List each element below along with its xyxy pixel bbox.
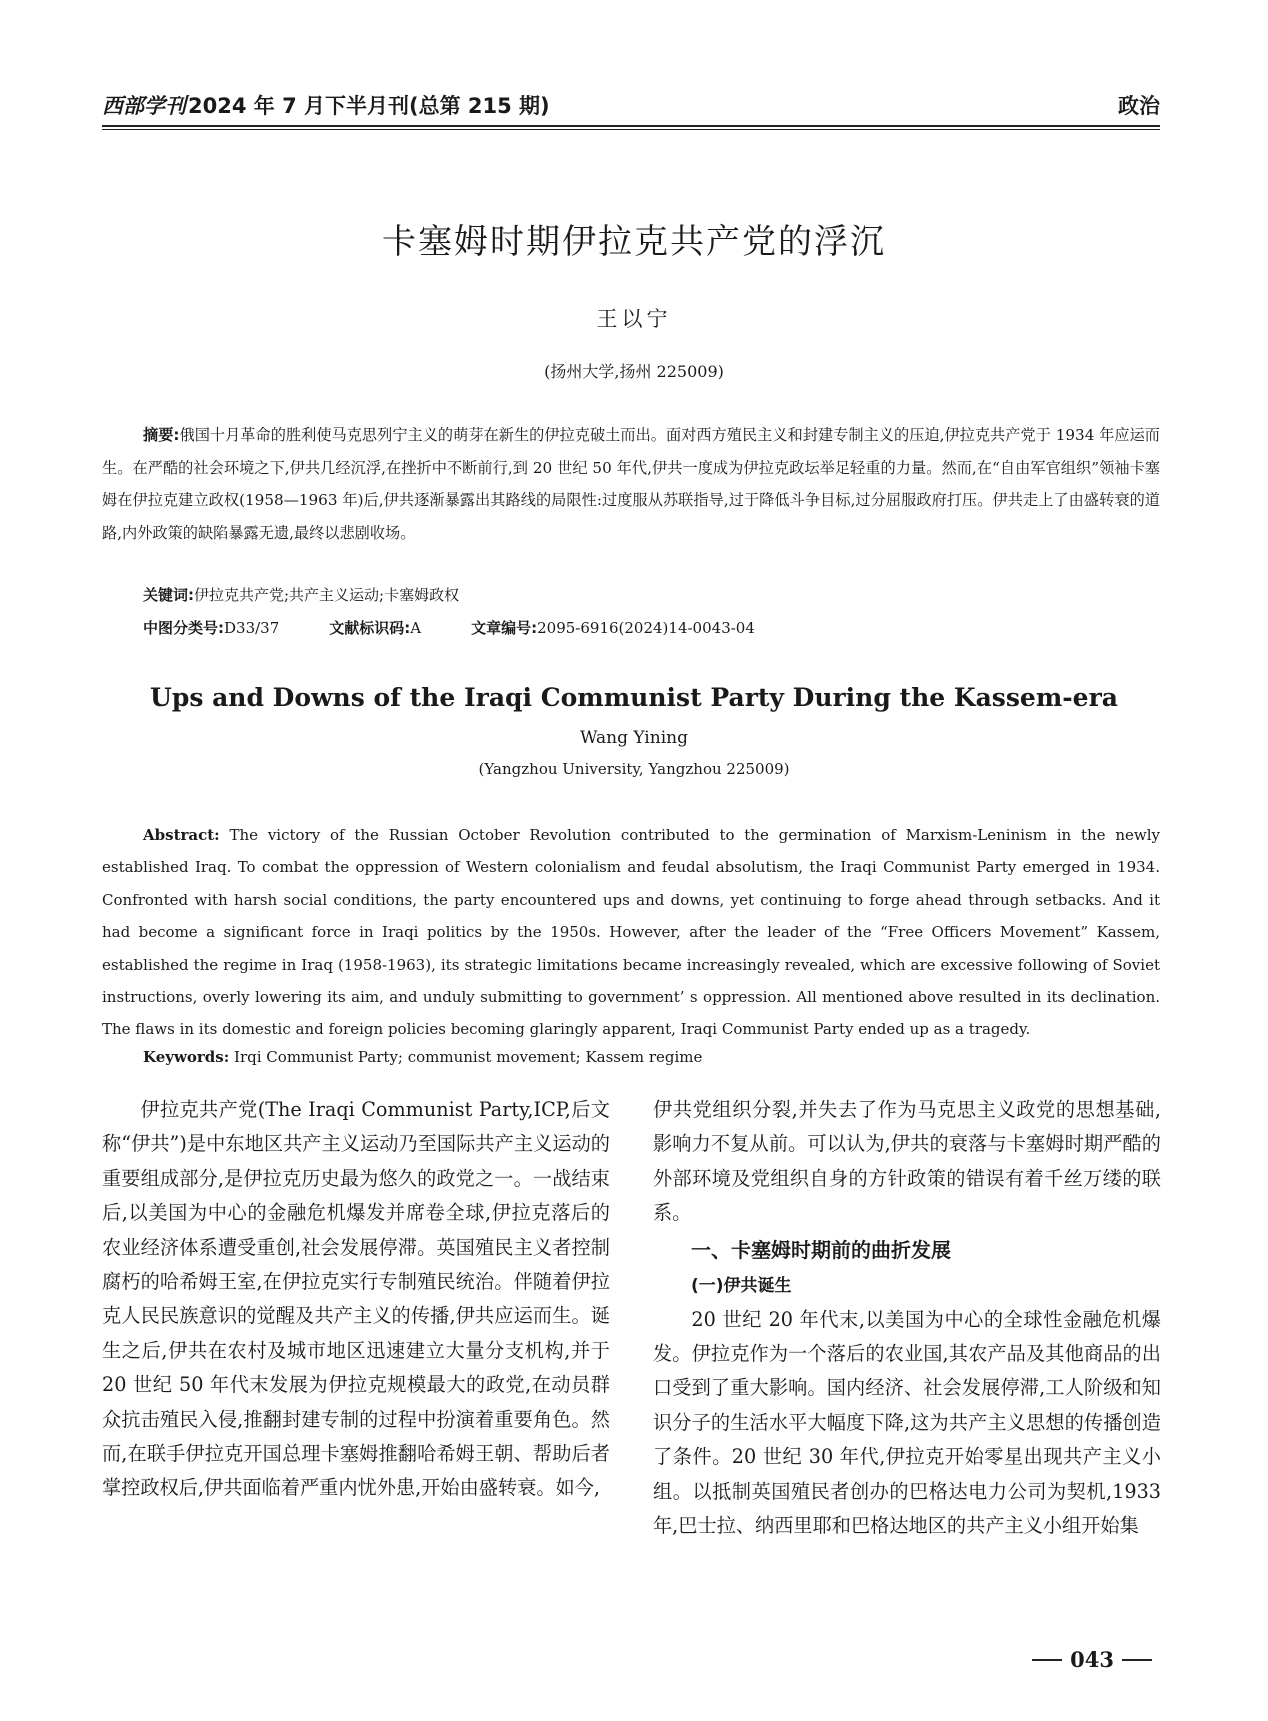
classification-codes xyxy=(143,612,1160,644)
page-number xyxy=(1024,1647,1160,1672)
article-no-label: 文章编号: xyxy=(471,619,538,637)
chinese-title: 卡塞姆时期伊拉克共产党的浮沉 xyxy=(382,222,886,262)
dash-right xyxy=(1122,1659,1152,1661)
body-paragraph: 伊拉克共产党(The Iraqi Communist Party,ICP,后文称“伊共”)是中东地区共产主义运动乃至国际共产主义运动的重要组成部分,是伊拉克历史最为悠久的政党之一。一战结束后,以美国为中心的金融危机爆发并席卷全球,伊拉克落后的农业经济体系遭受重创,社会发展停滞。英国殖民主义者控制腐朽的哈希姆王室,在伊拉克实行专制殖民统治。伴随着伊拉克人民民族意识的觉醒及共产主义的传播,伊共应运而生。诞生之后,伊共在农村及城市地区迅速建立大量分支机构,并于 20 世纪 50 年代末发展为伊拉克规模最大的政党,在动员群众抗击殖民入侵,推翻封建专制的过程中扮演着重要角色。然而,在联手伊拉克开国总理卡塞姆推翻哈希姆王朝、帮助后者掌控政权后,伊共面临着严重内忧外患,开始由盛转衰。如今, xyxy=(102,1098,610,1500)
body-paragraph-continued: 伊共党组织分裂,并失去了作为马克思主义政党的思想基础,影响力不复从前。可以认为,伊共的衰落与卡塞姆时期严酷的外部环境及党组织自身的方针政策的错误有着千丝万缕的联系。 xyxy=(653,1098,1161,1225)
header-rule xyxy=(102,125,1160,127)
english-title: Ups and Downs of the Iraqi Communist Party During the Kassem-era xyxy=(150,683,1118,712)
english-keywords-label: Keywords: xyxy=(143,1048,230,1066)
header-rule-thin xyxy=(102,129,1160,130)
english-abstract xyxy=(102,819,1160,1046)
body-paragraph: 20 世纪 20 年代末,以美国为中心的全球性金融危机爆发。伊拉克作为一个落后的农业国,其农产品及其他商品的出口受到了重大影响。国内经济、社会发展停滞,工人阶级和知识分子的生活水平大幅度下降,这为共产主义思想的传播创造了条件。20 世纪 30 年代,伊拉克开始零星出现共产主义小组。以抵制英国殖民者创办的巴格达电力公司为契机,1933 年,巴士拉、纳西里耶和巴格达地区的共产主义小组开始集 xyxy=(653,1307,1161,1538)
keywords-label: 关键词: xyxy=(143,586,194,604)
running-header xyxy=(102,86,1160,120)
doc-code xyxy=(329,612,421,644)
chinese-affiliation: (扬州大学,扬州 225009) xyxy=(544,362,724,381)
dash-left xyxy=(1032,1659,1062,1661)
chinese-keywords xyxy=(143,579,1160,611)
journal-logo: 西部学刊 xyxy=(102,93,186,118)
clc-label: 中图分类号: xyxy=(143,619,224,637)
doc-code-label: 文献标识码: xyxy=(329,619,411,637)
section-heading: 一、卡塞姆时期前的曲折发展 xyxy=(691,1237,951,1262)
body-column-left xyxy=(102,1093,610,1506)
doc-code-value: A xyxy=(410,619,422,637)
english-abstract-text: The victory of the Russian October Revolution contributed to the germination of Marxism-Leninism in the newly established Iraq. To combat the oppression of Western colonialism and feudal absolutism, the Iraqi Communist Party emerged in 1934. Confronted with harsh social conditions, the party encountered ups and downs, yet continuing to forge ahead through setbacks. And it had become a significant force in Iraqi politics by the 1950s. However, after the leader of the “Free Officers Movement” Kassem, established the regime in Iraq (1958-1963), its strategic limitations became increasingly revealed, which are excessive following of Soviet instructions, overly lowering its aim, and unduly submitting to government’ s oppression. All mentioned above resulted in its declination. The flaws in its domestic and foreign policies becoming glaringly apparent, Iraqi Communist Party ended up as a tragedy. xyxy=(102,826,1160,1039)
abstract-text: 俄国十月革命的胜利使马克思列宁主义的萌芽在新生的伊拉克破土而出。面对西方殖民主义和封建专制主义的压迫,伊拉克共产党于 1934 年应运而生。在严酷的社会环境之下,伊共几经沉浮,在挫折中不断前行,到 20 世纪 50 年代,伊共一度成为伊拉克政坛举足轻重的力量。然而,在“自由军官组织”领袖卡塞姆在伊拉克建立政权(1958—1963 年)后,伊共逐渐暴露出其路线的局限性:过度服从苏联指导,过于降低斗争目标,过分屈服政府打压。伊共走上了由盛转衰的道路,内外政策的缺陷暴露无遗,最终以悲剧收场。 xyxy=(102,426,1160,542)
page-number-value: 043 xyxy=(1070,1647,1114,1672)
english-affiliation: (Yangzhou University, Yangzhou 225009) xyxy=(478,760,790,778)
subsection-heading: (一)伊共诞生 xyxy=(691,1275,792,1296)
english-abstract-label: Abstract: xyxy=(143,826,220,844)
section-name: 政治 xyxy=(1118,94,1160,118)
chinese-abstract xyxy=(102,419,1160,549)
issue-info: 2024 年 7 月下半月刊(总第 215 期) xyxy=(188,94,550,118)
clc-value: D33/37 xyxy=(224,619,280,637)
abstract-label: 摘要: xyxy=(143,426,180,444)
body-column-right xyxy=(653,1093,1161,1543)
english-author: Wang Yining xyxy=(580,728,688,748)
english-keywords xyxy=(143,1041,1160,1073)
chinese-author: 王以宁 xyxy=(596,307,672,331)
article-number xyxy=(471,612,755,644)
keywords-text: 伊拉克共产党;共产主义运动;卡塞姆政权 xyxy=(194,586,460,604)
english-keywords-text: Irqi Communist Party; communist movement; Kassem regime xyxy=(234,1048,703,1066)
article-no-value: 2095-6916(2024)14-0043-04 xyxy=(537,619,755,637)
journal-issue xyxy=(102,90,550,120)
clc-code xyxy=(143,612,279,644)
